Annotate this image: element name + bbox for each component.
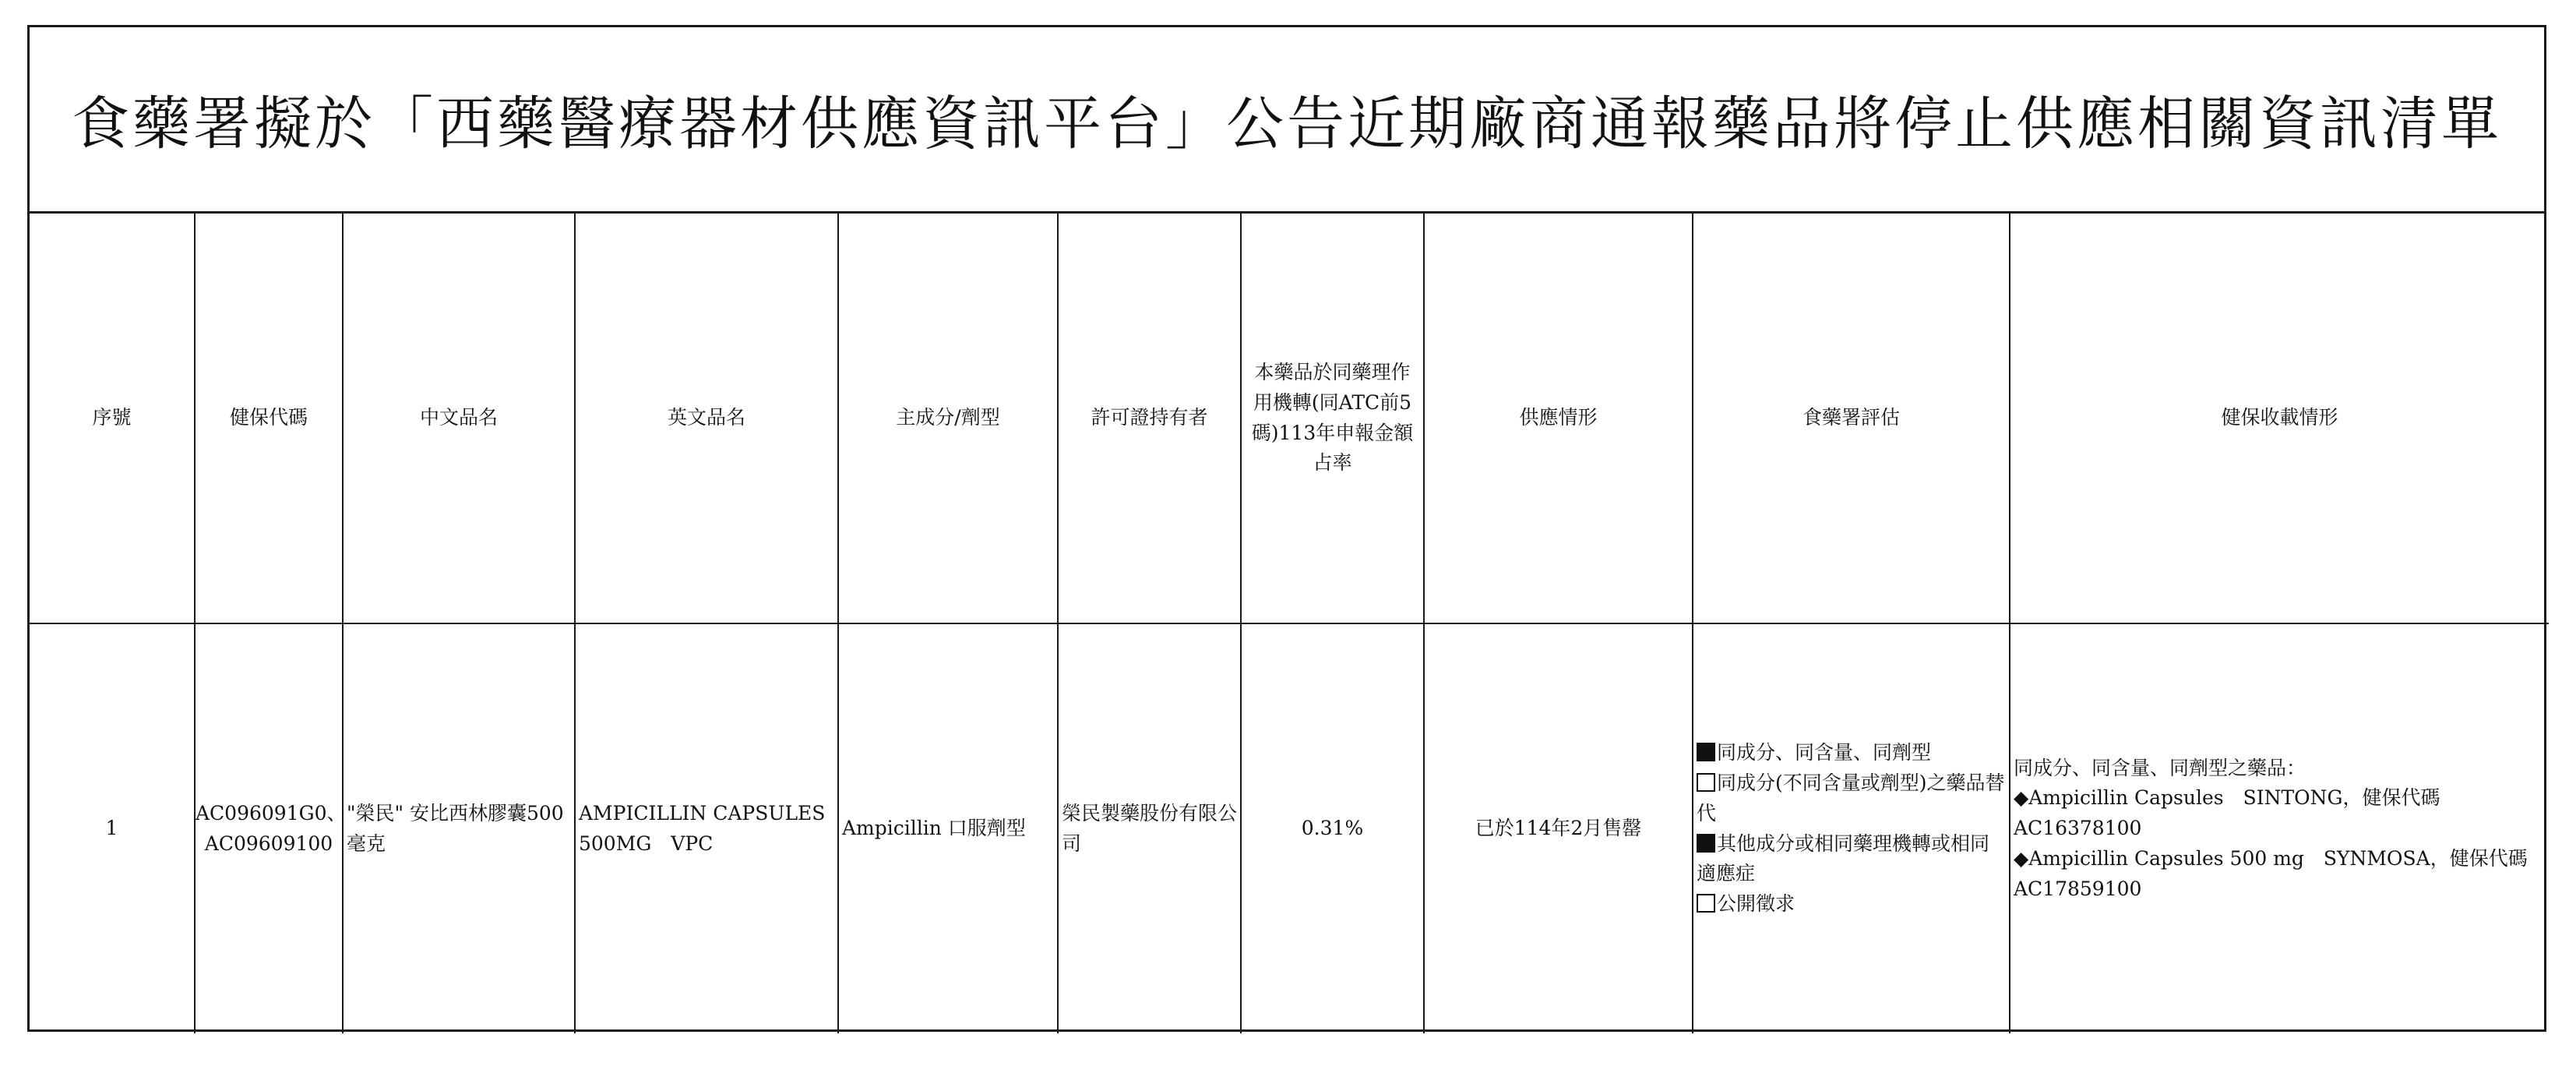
cell-fda-assessment [1693,623,2010,1033]
checked-box-icon [1697,834,1715,853]
cell-share: 0.31% [1241,623,1424,1033]
nhi-listing-item: ◆Ampicillin Capsules SINTONG，健保代碼AC16378100 [2014,786,2440,840]
header-share: 本藥品於同藥理作用機轉(同ATC前5碼)113年申報金額占率 [1241,214,1424,623]
header-nhi-code: 健保代碼 [195,214,343,623]
cell-license-holder: 榮民製藥股份有限公司 [1058,623,1241,1033]
header-license-holder: 許可證持有者 [1058,214,1241,623]
cell-nhi-listing [2010,623,2549,1033]
cell-english-name: AMPICILLIN CAPSULES 500MG VPC [575,623,838,1033]
cell-ingredient-form: Ampicillin 口服劑型 [838,623,1058,1033]
cell-seq: 1 [30,623,195,1033]
header-seq: 序號 [30,214,195,623]
assessment-option: 公開徵求 [1697,889,2006,920]
header-ingredient-form: 主成分/劑型 [838,214,1058,623]
cell-supply-status: 已於114年2月售罄 [1424,623,1693,1033]
table-header-row [30,214,2549,623]
header-nhi-listing: 健保收載情形 [2010,214,2549,623]
page-title: 食藥署擬於「西藥醫療器材供應資訊平台」公告近期廠商通報藥品將停止供應相關資訊清單 [30,27,2544,214]
header-supply-status: 供應情形 [1424,214,1693,623]
table-row [30,623,2549,1033]
drug-supply-table-sheet [27,25,2546,1032]
drug-list-table [30,214,2549,1033]
header-english-name: 英文品名 [575,214,838,623]
nhi-code-2: AC09609100 [204,832,333,855]
cell-chinese-name: "榮民" 安比西林膠囊500毫克 [343,623,575,1033]
nhi-listing-item: ◆Ampicillin Capsules 500 mg SYNMOSA，健保代碼AC17859100 [2014,846,2528,900]
header-fda-assessment: 食藥署評估 [1693,214,2010,623]
nhi-listing-intro: 同成分、同含量、同劑型之藥品： [2014,756,2306,779]
nhi-code-1: AC096091G0、 [196,801,347,825]
unchecked-box-icon [1697,894,1715,913]
assessment-option: 同成分(不同含量或劑型)之藥品替代 [1697,772,2005,825]
checked-box-icon [1697,743,1715,761]
cell-nhi-code [195,623,347,1033]
unchecked-box-icon [1697,773,1715,792]
assessment-option: 同成分、同含量、同劑型 [1697,738,2006,768]
header-chinese-name: 中文品名 [343,214,575,623]
assessment-option: 其他成分或相同藥理機轉或相同適應症 [1697,832,1990,885]
